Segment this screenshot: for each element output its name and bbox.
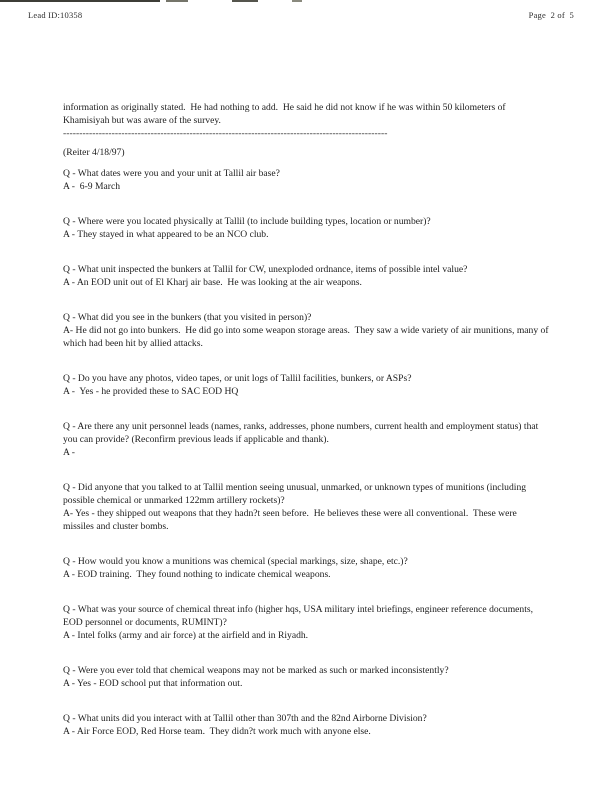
- answer-text: A - 6-9 March: [63, 181, 121, 192]
- answer-text: A -: [63, 447, 75, 458]
- question-text: Q - Do you have any photos, video tapes, or unit logs of Tallil facilities, bunkers, or ASPs?: [63, 373, 412, 384]
- answer-text: A - An EOD unit out of El Kharj air base. He was looking at the air weapons.: [63, 277, 362, 288]
- question-text: Q - What did you see in the bunkers (that you visited in person)?: [63, 312, 312, 323]
- question-text: Q - How would you know a munitions was chemical (special markings, size, shape, etc.)?: [63, 556, 408, 567]
- lead-id-label: Lead ID:10358: [28, 10, 83, 20]
- page-number-label: Page 2 of 5: [528, 10, 574, 20]
- question-text: Q - What unit inspected the bunkers at Tallil for CW, unexploded ordnance, items of possible intel value?: [63, 264, 468, 275]
- scan-artifact-line: [232, 0, 258, 2]
- page-header: [28, 10, 574, 20]
- document-body: [63, 101, 549, 738]
- answer-text: A- He did not go into bunkers. He did go into some weapon storage areas. They saw a wide variety of air munitions, many of which had been hit by allied attacks.: [63, 325, 551, 349]
- qa-block: [63, 555, 549, 581]
- answer-text: A - EOD training. They found nothing to indicate chemical weapons.: [63, 569, 331, 580]
- intro-paragraph: information as originally stated. He had nothing to add. He said he did not know if he was within 50 kilometers of Khamisiyah but was aware of the survey.: [63, 102, 508, 126]
- qa-block: [63, 215, 549, 241]
- qa-block: [63, 712, 549, 738]
- question-text: Q - Are there any unit personnel leads (names, ranks, addresses, phone numbers, current health and employment status) that you can provide? (Reconfirm previous leads if applicable and thank).: [63, 421, 541, 445]
- scan-artifact-line: [0, 0, 160, 2]
- question-text: Q - Where were you located physically at Tallil (to include building types, location or number)?: [63, 216, 431, 227]
- scan-artifact-line: [166, 0, 188, 2]
- dashed-separator: ----------------------------------------------------------------------------------------------------: [63, 128, 388, 139]
- question-text: Q - What units did you interact with at Tallil other than 307th and the 82nd Airborne Division?: [63, 713, 427, 724]
- qa-block: [63, 311, 549, 350]
- answer-text: A - Yes - EOD school put that information out.: [63, 678, 243, 689]
- answer-text: A - They stayed in what appeared to be an NCO club.: [63, 229, 269, 240]
- answer-text: A- Yes - they shipped out weapons that they hadn?t seen before. He believes these were all conventional. These were missiles and cluster bombs.: [63, 508, 520, 532]
- question-text: Q - What was your source of chemical threat info (higher hqs, USA military intel briefings, engineer reference documents, EOD personnel or documents, RUMINT)?: [63, 604, 536, 628]
- answer-text: A - Air Force EOD, Red Horse team. They didn?t work much with anyone else.: [63, 726, 371, 737]
- answer-text: A - Yes - he provided these to SAC EOD HQ: [63, 386, 239, 397]
- qa-block: [63, 603, 549, 642]
- qa-block: [63, 263, 549, 289]
- qa-block: [63, 481, 549, 533]
- qa-block: [63, 420, 549, 459]
- qa-block: [63, 167, 549, 193]
- answer-text: A - Intel folks (army and air force) at the airfield and in Riyadh.: [63, 630, 309, 641]
- question-text: Q - Were you ever told that chemical weapons may not be marked as such or marked inconsistently?: [63, 665, 449, 676]
- question-text: Q - What dates were you and your unit at Tallil air base?: [63, 168, 280, 179]
- attribution-line: (Reiter 4/18/97): [63, 147, 125, 158]
- question-text: Q - Did anyone that you talked to at Tallil mention seeing unusual, unmarked, or unknown types of munitions (including possible chemical or unmarked 122mm artillery rockets)?: [63, 482, 529, 506]
- qa-block: [63, 664, 549, 690]
- scan-artifact-line: [292, 0, 302, 2]
- qa-block: [63, 372, 549, 398]
